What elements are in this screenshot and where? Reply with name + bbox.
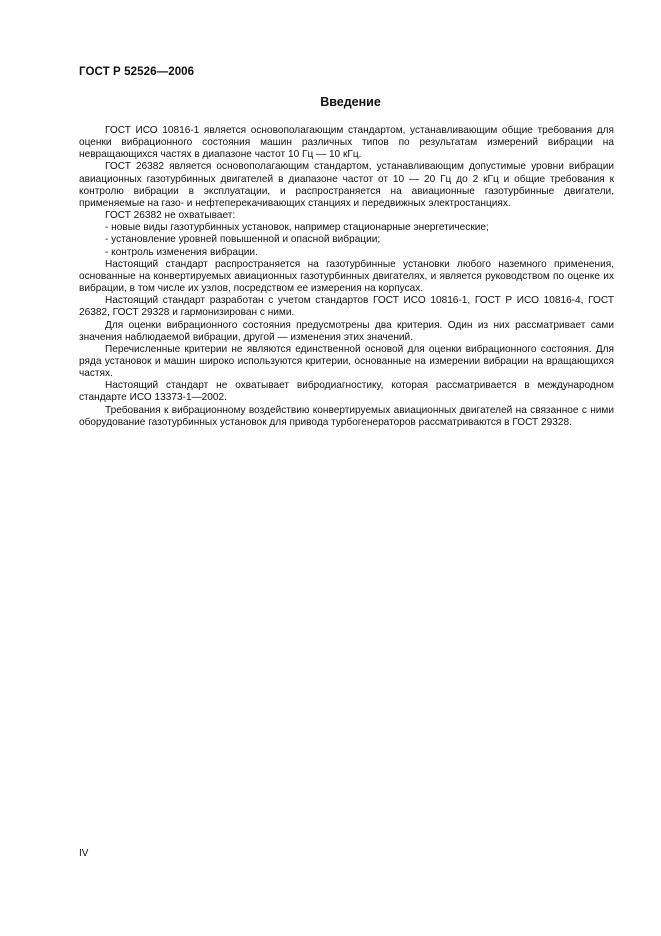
paragraph: Для оценки вибрационного состояния предусмотрены два критерия. Один из них рассматривает сами значения наблюдаемой вибрации, другой — изменения этих значений. xyxy=(79,319,614,343)
paragraph: Настоящий стандарт разработан с учетом стандартов ГОСТ ИСО 10816-1, ГОСТ Р ИСО 10816-4, ГОСТ 26382, ГОСТ 29328 и гармонизирован с ними. xyxy=(79,295,614,319)
paragraph: ГОСТ 26382 является основополагающим стандартом, устанавливающим допустимые уровни вибрации авиационных газотурбинных двигателей в диапазоне частот от 10 — 20 Гц до 2 кГц и общие требования к контролю вибрации в эксплуатации, и распространяется на авиационные газотурбинные двигатели, применяемые на газо- и нефтеперекачивающих станциях и передвижных электростанциях. xyxy=(79,161,614,209)
paragraph: ГОСТ 26382 не охватывает: xyxy=(105,210,236,222)
section-title: Введение xyxy=(320,95,381,109)
document-header: ГОСТ Р 52526—2006 xyxy=(79,66,195,78)
list-item: - контроль изменения вибрации. xyxy=(105,246,258,258)
paragraph: Требования к вибрационному воздействию конвертируемых авиационных двигателей на связанное с ними оборудование газотурбинных установок для привода турбогенераторов рассматриваются в ГОСТ 29328. xyxy=(79,404,614,428)
paragraph: Настоящий стандарт распространяется на газотурбинные установки любого наземного применения, основанные на конвертируемых авиационных газотурбинных двигателях, и является руководством по оценке их вибрации, в том числе их узлов, посредством ее измерения на корпусах. xyxy=(79,258,614,295)
list-item: - новые виды газотурбинных установок, например стационарные энергетические; xyxy=(105,222,489,234)
paragraph: ГОСТ ИСО 10816-1 является основополагающим стандартом, устанавливающим общие требования для оценки вибрационного состояния машин различных типов по результатам измерений вибрации на невращающихся частях в диапазоне частот 10 Гц — 10 кГц. xyxy=(79,125,614,161)
paragraph: Настоящий стандарт не охватывает вибродиагностику, которая рассматривается в международном стандарте ИСО 13373-1—2002. xyxy=(79,380,614,404)
paragraph: Перечисленные критерии не являются единственной основой для оценки вибрационного состояния. Для ряда установок и машин широко используются критерии, основанные на измерении вибрации на вращающихся частях. xyxy=(79,343,614,380)
page-number: IV xyxy=(79,848,89,859)
list-item: - установление уровней повышенной и опасной вибрации; xyxy=(105,234,381,246)
document-body xyxy=(79,125,614,429)
